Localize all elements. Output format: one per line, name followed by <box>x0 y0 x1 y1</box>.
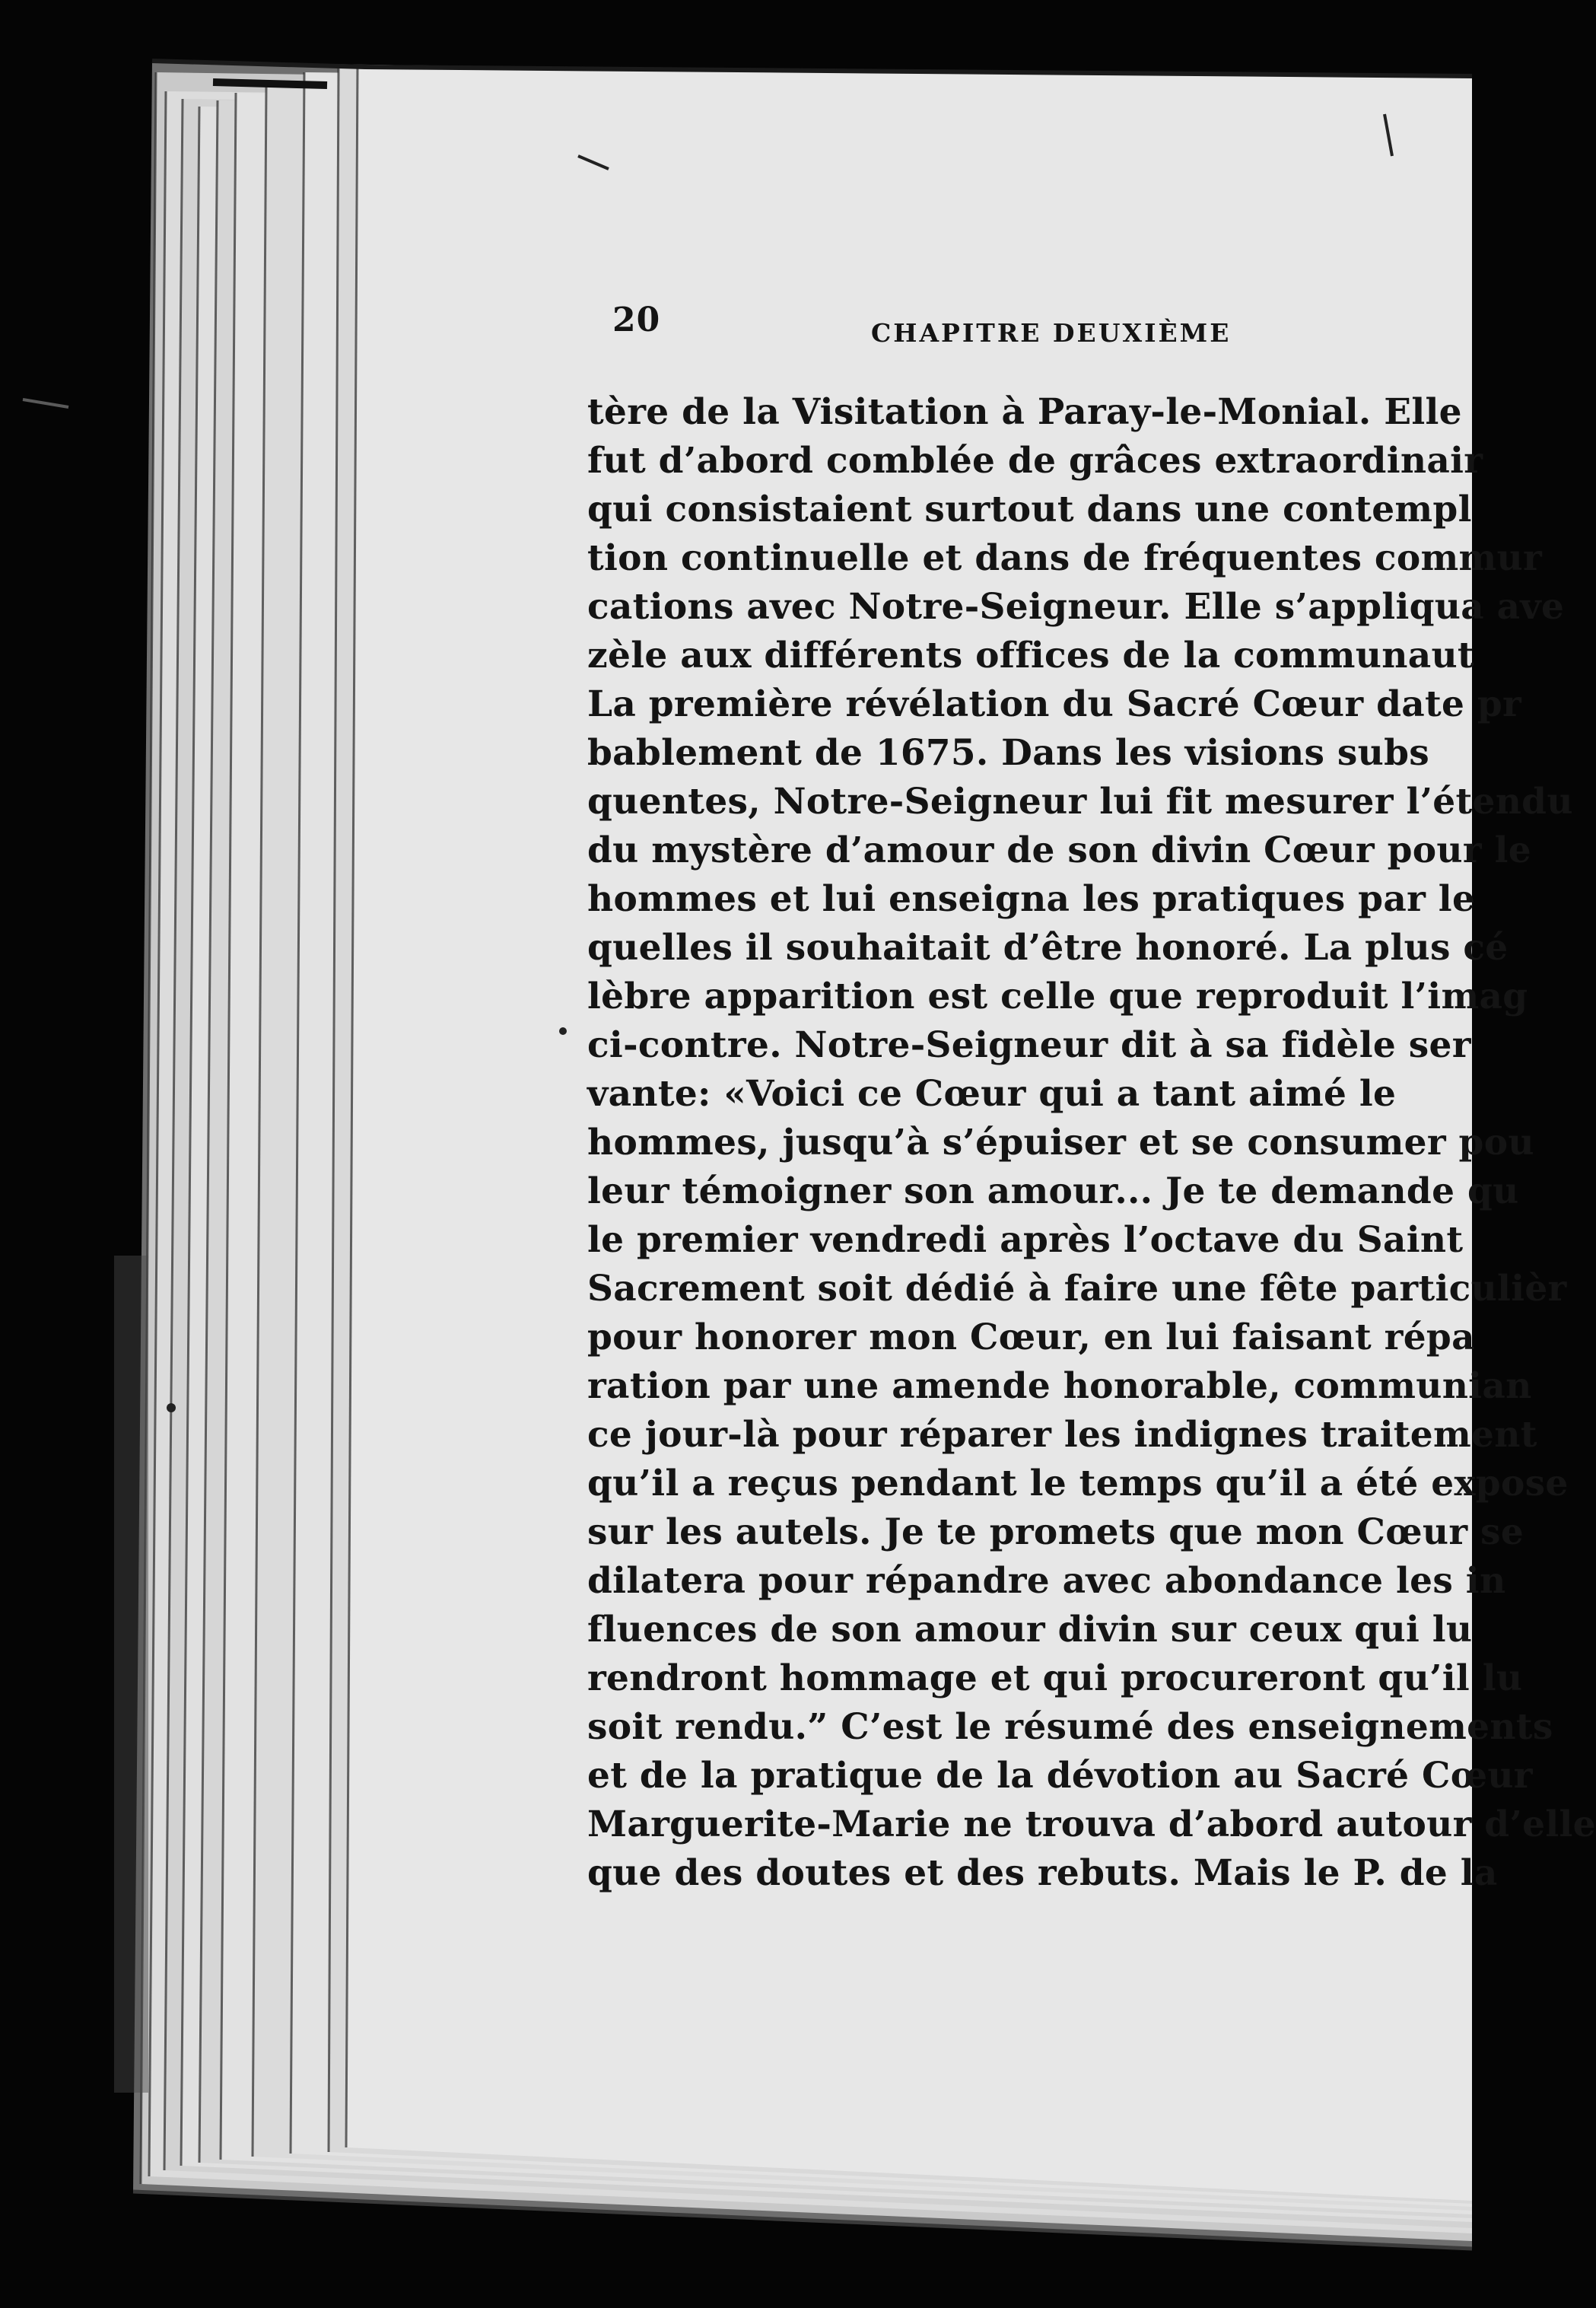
text-line: tère de la Visitation à Paray-le-Monial. Elle <box>587 391 1462 433</box>
text-line: hommes et lui enseigna les pratiques par le <box>587 878 1476 920</box>
text-line: vante: «Voici ce Cœur qui a tant aimé le <box>587 1073 1397 1115</box>
text-line: fut d’abord comblée de grâces extraordinair <box>587 440 1483 482</box>
text-line: Marguerite-Marie ne trouva d’abord autour d’elle <box>587 1803 1596 1845</box>
text-line: La première révélation du Sacré Cœur date pr <box>587 683 1522 725</box>
text-line: tion continuelle et dans de fréquentes commur <box>587 537 1543 579</box>
text-line: qui consistaient surtout dans une contempl <box>587 489 1472 530</box>
text-line: fluences de son amour divin sur ceux qui lu <box>587 1609 1473 1651</box>
text-line: quelles il souhaitait d’être honoré. La plus cé <box>587 927 1509 969</box>
body-text <box>587 388 1596 1925</box>
text-line: le premier vendredi après l’octave du Saint <box>587 1219 1464 1261</box>
text-line: ce jour-là pour réparer les indignes traitement <box>587 1414 1537 1456</box>
text-line: zèle aux différents offices de la communaut <box>587 635 1474 676</box>
text-line: pour honorer mon Cœur, en lui faisant répa <box>587 1316 1475 1358</box>
text-line: lèbre apparition est celle que reproduit l’imag <box>587 976 1528 1017</box>
text-line: ci-contre. Notre-Seigneur dit à sa fidèle ser <box>587 1024 1471 1066</box>
text-line: quentes, Notre-Seigneur lui fit mesurer l’étendu <box>587 781 1573 823</box>
page-number: 20 <box>612 301 661 339</box>
text-line: du mystère d’amour de son divin Cœur pour le <box>587 829 1531 871</box>
text-line: et de la pratique de la dévotion au Sacré Cœur <box>587 1755 1533 1797</box>
text-line: qu’il a reçus pendant le temps qu’il a été expose <box>587 1463 1569 1504</box>
text-line: sur les autels. Je te promets que mon Cœur se <box>587 1511 1524 1553</box>
text-line: cations avec Notre-Seigneur. Elle s’appliqua ave <box>587 586 1565 628</box>
running-head: CHAPITRE DEUXIÈME <box>871 318 1232 348</box>
text-line: bablement de 1675. Dans les visions subs <box>587 732 1430 774</box>
text-line: ration par une amende honorable, communian <box>587 1365 1532 1407</box>
text-line: dilatera pour répandre avec abondance les in <box>587 1560 1506 1602</box>
text-line: leur témoigner son amour... Je te demande qu <box>587 1170 1519 1212</box>
text-line: Sacrement soit dédié à faire une fête particulièr <box>587 1268 1567 1310</box>
text-line: soit rendu.” C’est le résumé des enseignements <box>587 1706 1553 1748</box>
text-line: rendront hommage et qui procureront qu’il lu <box>587 1657 1523 1699</box>
text-line: hommes, jusqu’à s’épuiser et se consumer pou <box>587 1122 1534 1164</box>
text-line: que des doutes et des rebuts. Mais le P. de la <box>587 1852 1498 1894</box>
